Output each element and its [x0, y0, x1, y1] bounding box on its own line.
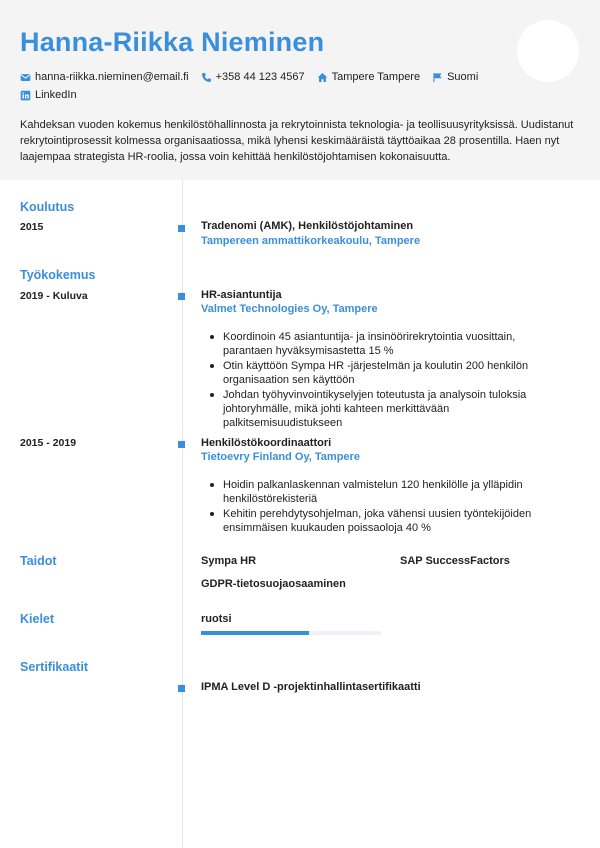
contact-email[interactable] [20, 71, 189, 83]
flag-icon [432, 72, 443, 83]
list-item: Koordinoin 45 asiantuntija- ja insinöörirekrytointia vuosittain, parantaen hyväksymisastetta 15 % [223, 330, 553, 359]
experience-date: 2019 - Kuluva [20, 290, 88, 302]
skill-item: SAP SuccessFactors [400, 555, 510, 567]
experience-role: Henkilöstökoordinaattori [201, 437, 332, 449]
section-title-languages: Kielet [20, 612, 55, 626]
country-text: Suomi [447, 71, 479, 83]
timeline-marker [178, 441, 185, 448]
list-item: Hoidin palkanlaskennan valmistelun 120 henkilölle ja ylläpidin henkilöstörekisteriä [223, 478, 553, 507]
contact-country [432, 71, 478, 83]
email-text: hanna-riikka.nieminen@email.fi [35, 71, 189, 83]
skill-item: GDPR-tietosuojaosaaminen [201, 578, 346, 590]
contact-linkedin[interactable] [20, 89, 77, 101]
education-degree: Tradenomi (AMK), Henkilöstöjohtaminen [201, 220, 414, 232]
phone-icon [201, 72, 212, 83]
contact-city [317, 71, 420, 83]
list-item: Johdan työhyvinvointikyselyjen toteutusta ja analysoin tuloksia johtoryhmälle, mikä johti kahteen merkittävään palkitsemisuudistukseen [223, 388, 553, 431]
certification-item: IPMA Level D -projektinhallintasertifikaatti [201, 681, 421, 693]
experience-role: HR-asiantuntija [201, 289, 282, 301]
contact-phone[interactable] [201, 71, 305, 83]
envelope-icon [20, 72, 31, 83]
list-item: Kehitin perehdytysohjelman, joka vähensi uusien työntekijöiden ensimmäisen kuukauden poissaoloja 40 % [223, 507, 553, 536]
home-icon [317, 72, 328, 83]
section-title-skills: Taidot [20, 554, 57, 568]
education-school: Tampereen ammattikorkeakoulu, Tampere [201, 235, 421, 247]
timeline-divider [182, 180, 183, 848]
list-item: Otin käyttöön Sympa HR -järjestelmän ja koulutin 200 henkilön organisaation sen käyttöön [223, 359, 553, 388]
candidate-name: Hanna-Riikka Nieminen [20, 27, 325, 57]
experience-company: Tietoevry Finland Oy, Tampere [201, 451, 360, 463]
header-band [0, 0, 600, 180]
profile-photo-placeholder [517, 20, 579, 82]
timeline-marker [178, 293, 185, 300]
experience-bullets [223, 478, 553, 536]
profile-summary: Kahdeksan vuoden kokemus henkilöstöhallinnosta ja rekrytoinnista teknologia- ja teollisuusyrityksissä. Uudistanut rekrytointiprosessit kolmessa organisaatiossa, mikä lyhensi keskimääräistä täyttöaikaa 28 prosentilla. Haen nyt laajempaa strategista HR-roolia, jossa voin kehittää henkilöstöjohtamisen kokonaisuutta. [20, 119, 574, 163]
skill-item: Sympa HR [201, 555, 257, 567]
language-level-bar [201, 631, 381, 635]
contact-row [20, 68, 500, 86]
experience-company: Valmet Technologies Oy, Tampere [201, 303, 378, 315]
experience-bullets [223, 330, 553, 431]
city-text: Tampere Tampere [331, 71, 421, 83]
language-level-fill [201, 631, 309, 635]
contact-row [20, 86, 500, 104]
section-title-experience: Työkokemus [20, 268, 96, 282]
phone-text: +358 44 123 4567 [215, 71, 305, 83]
language-name: ruotsi [201, 613, 232, 625]
contact-info [20, 68, 500, 104]
section-title-education: Koulutus [20, 200, 75, 214]
experience-date: 2015 - 2019 [20, 437, 77, 449]
timeline-marker [178, 685, 185, 692]
linkedin-text: LinkedIn [35, 89, 77, 101]
timeline-marker [178, 225, 185, 232]
education-date: 2015 [20, 221, 44, 233]
linkedin-icon [20, 90, 31, 101]
section-title-certifications: Sertifikaatit [20, 660, 89, 674]
